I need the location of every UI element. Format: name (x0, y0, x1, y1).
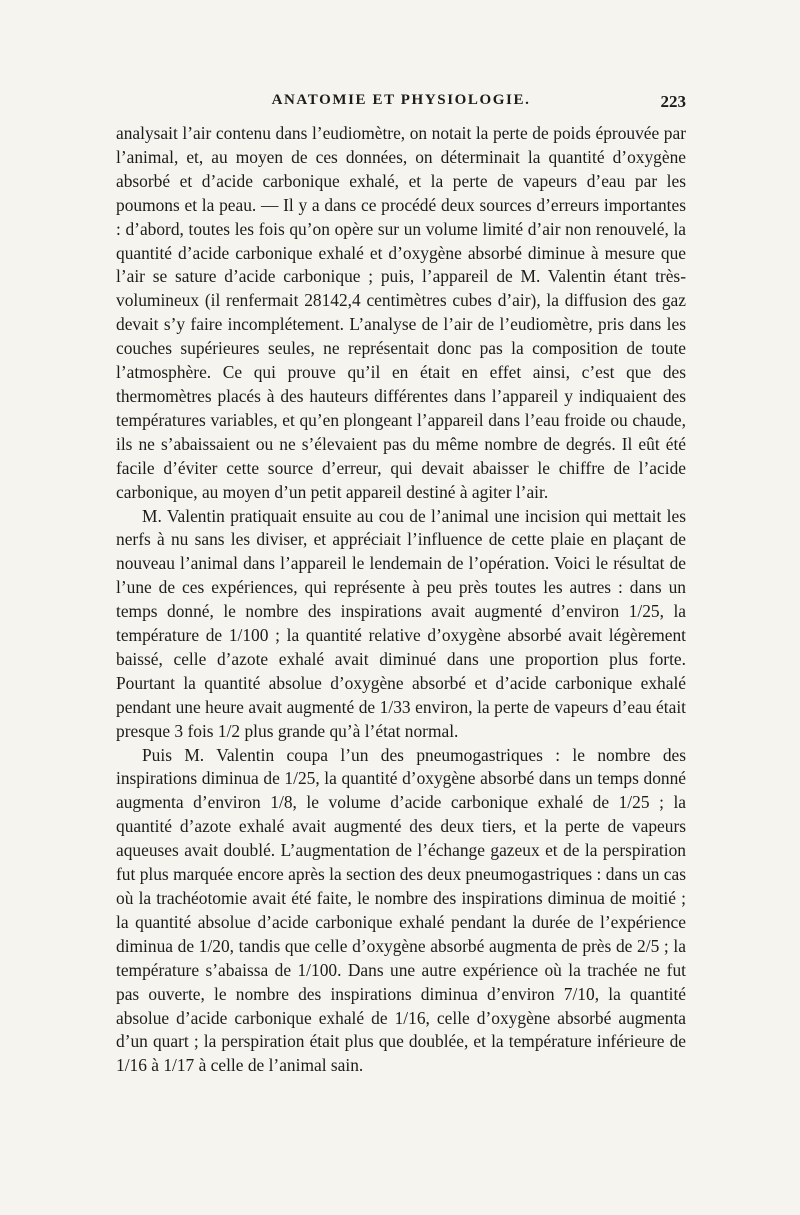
page-number: 223 (660, 92, 686, 111)
paragraph: analysait l’air contenu dans l’eudiomètre, on notait la perte de poids éprouvée par l’animal, et, au moyen de ces données, on déterminait la quantité d’oxygène absorbé et d’acide carbonique exhalé, et la perte de vapeurs d’eau par les poumons et la peau. — Il y a dans ce procédé deux sources d’erreurs importantes : d’abord, toutes les fois qu’on opère sur un volume limité d’air non renouvelé, la quantité d’acide carbonique exhalé et d’oxygène absorbé diminue à mesure que l’air se sature d’acide carbonique ; puis, l’appareil de M. Valentin étant très-volumineux (il renfermait 28142,4 centimètres cubes d’air), la diffusion des gaz devait s’y faire incomplétement. L’analyse de l’air de l’eudiomètre, pris dans les couches supérieures seules, ne représentait donc pas la composition de toute l’atmosphère. Ce qui prouve qu’il en était en effet ainsi, c’est que des thermomètres placés à des hauteurs différentes dans l’appareil y indiquaient des températures variables, et qu’en plongeant l’appareil dans l’eau froide ou chaude, ils ne s’abaissaient ou ne s’élevaient pas du même nombre de degrés. Il eût été facile d’éviter cette source d’erreur, qui devait abaisser le chiffre de l’acide carbonique, au moyen d’un petit appareil destiné à agiter l’air. (116, 123, 686, 502)
paragraph: M. Valentin pratiquait ensuite au cou de l’animal une incision qui mettait les nerfs à nu sans les diviser, et appréciait l’influence de cette plaie en plaçant de nouveau l’animal dans l’appareil le lendemain de l’opération. Voici le résultat de l’une de ces expériences, qui représente à peu près toutes les autres : dans un temps donné, le nombre des inspirations avait augmenté d’environ 1/25, la température de 1/100 ; la quantité relative d’oxygène absorbé avait légèrement baissé, celle d’azote exhalé avait diminué dans une proportion plus forte. Pourtant la quantité absolue d’oxygène absorbé et d’acide carbonique exhalé pendant une heure avait augmenté de 1/33 environ, la perte de vapeurs d’eau était presque 3 fois 1/2 plus grande qu’à l’état normal. (116, 505, 686, 741)
running-title: ANATOMIE ET PHYSIOLOGIE. (271, 92, 531, 108)
paragraph: Puis M. Valentin coupa l’un des pneumogastriques : le nombre des inspirations diminua de 1/25, la quantité d’oxygène absorbé dans un temps donné augmenta d’environ 1/8, le volume d’acide carbonique exhalé de 1/25 ; la quantité d’azote exhalé avait augmenté des deux tiers, et la perte de vapeurs aqueuses avait doublé. L’augmentation de l’échange gazeux et de la perspiration fut plus marquée encore après la section des deux pneumogastriques : dans un cas où la trachéotomie avait été faite, le nombre des inspirations diminua de moitié ; la quantité absolue d’acide carbonique exhalé pendant la durée de l’expérience diminua de 1/20, tandis que celle d’oxygène absorbé augmenta de près de 2/5 ; la température s’abaissa de 1/100. Dans une autre expérience où la trachée ne fut pas ouverte, le nombre des inspirations diminua d’environ 7/10, la quantité absolue d’acide carbonique exhalé de 1/16, celle d’oxygène absorbé augmenta d’un quart ; la perspiration était plus que doublée, et la température inférieure de 1/16 à 1/17 à celle de l’animal sain. (116, 744, 686, 1076)
body-text (116, 122, 686, 1078)
page-header (116, 92, 686, 116)
